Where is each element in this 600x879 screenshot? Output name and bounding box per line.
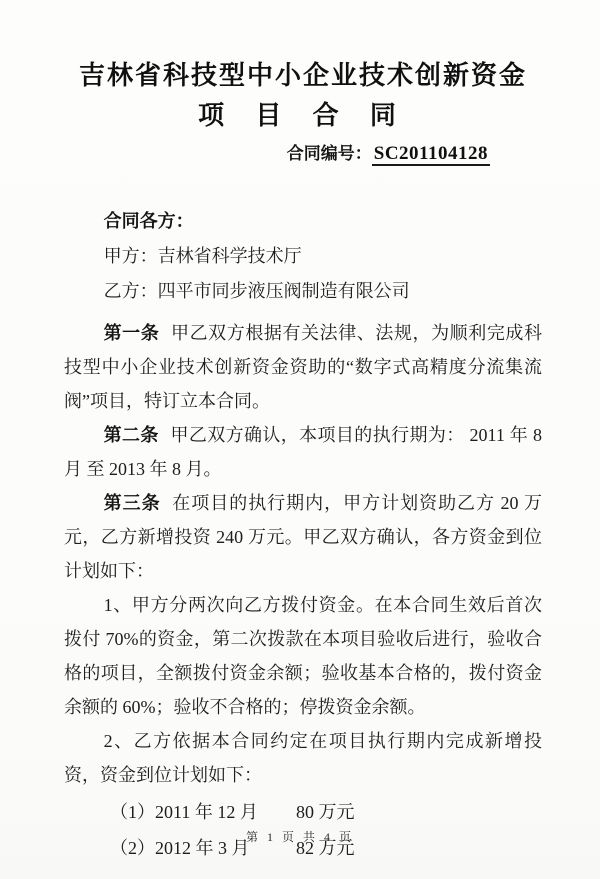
schedule-row <box>64 794 542 830</box>
parties-heading: 合同各方： <box>103 211 194 231</box>
article-1-label: 第一条 <box>103 323 160 343</box>
contract-number-label: 合同编号： <box>286 144 372 163</box>
schedule-2-date: （2）2012 年 3 月 <box>110 838 250 858</box>
document-subtitle: 项 目 合 同 <box>198 100 408 130</box>
party-b-line: 乙方：四平市同步液压阀制造有限公司 <box>103 281 410 301</box>
document-title: 吉林省科技型中小企业技术创新资金 <box>78 60 527 90</box>
article-3-label: 第三条 <box>103 493 161 513</box>
article-2-paragraph <box>64 418 542 486</box>
schedule-1-amount: 80 万元 <box>296 802 355 822</box>
article-3-text: 在项目的执行期内，甲方计划资助乙方 20 万元，乙方新增投资 240 万元。甲乙双方确认，各方资金到位计划如下： <box>64 493 543 581</box>
page-number-footer: 第 1 页 共 4 页 <box>245 830 354 844</box>
party-a-line: 甲方：吉林省科学技术厅 <box>103 246 302 266</box>
articles-section <box>64 316 542 792</box>
contract-number-line <box>64 142 542 166</box>
article-3-paragraph <box>64 486 542 588</box>
article-2-label: 第二条 <box>103 425 159 445</box>
contract-body <box>64 204 542 866</box>
contract-number-value: SC201104128 <box>373 143 488 164</box>
clause-2-text: 2、乙方依据本合同约定在项目执行期内完成新增投资，资金到位计划如下： <box>64 731 542 785</box>
document-header <box>64 58 542 166</box>
article-1-paragraph <box>64 316 542 418</box>
schedule-1-date: （1）2011 年 12 月 <box>110 802 258 822</box>
schedule-2-amount: 82 万元 <box>296 838 355 858</box>
clause-2-paragraph <box>64 724 542 792</box>
article-2-text: 甲乙双方确认，本项目的执行期为： 2011 年 8 月 至 2013 年 8 月。 <box>64 425 543 479</box>
parties-section <box>64 204 542 309</box>
article-1-text: 甲乙双方根据有关法律、法规，为顺利完成科技型中小企业技术创新资金资助的“数字式高精度分流集流阀”项目，特订立本合同。 <box>64 323 542 411</box>
clause-1-paragraph <box>64 588 542 724</box>
clause-1-text: 1、甲方分两次向乙方拨付资金。在本合同生效后首次拨付 70%的资金，第二次拨款在本项目验收后进行，验收合格的项目，全额拨付资金余额；验收基本合格的，拨付资金余额的 60%；验收不合格的；停拨资金余额。 <box>64 595 542 717</box>
